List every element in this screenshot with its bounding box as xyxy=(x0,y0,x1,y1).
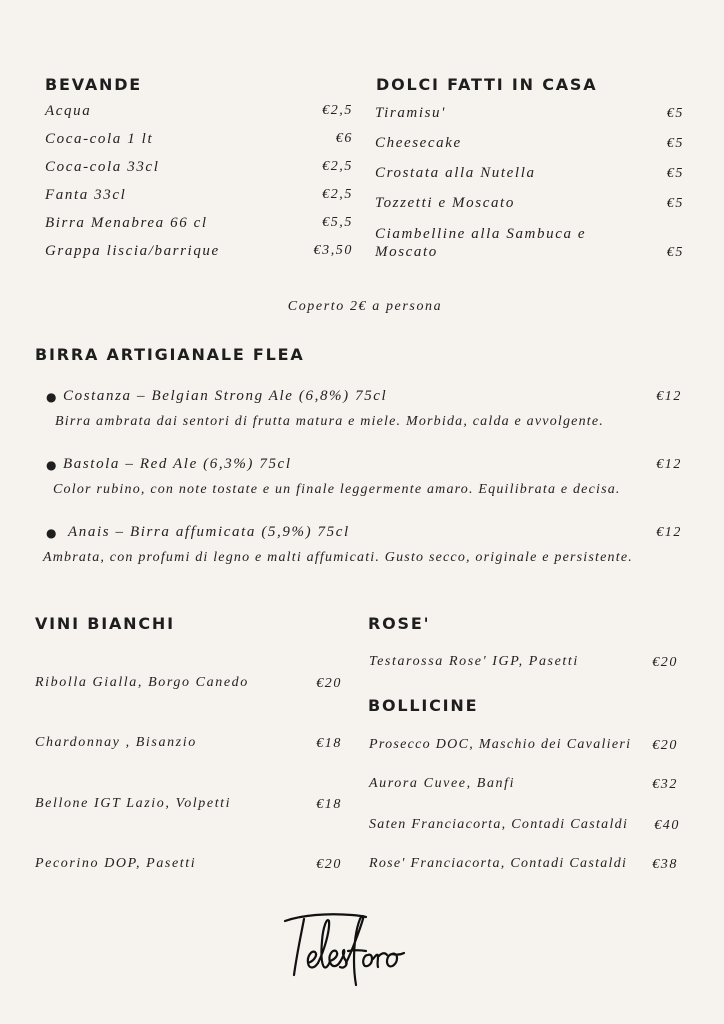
beer-description: Color rubino, con note tostate e un finale leggermente amaro. Equilibrata e decisa. xyxy=(53,482,621,497)
menu-item-name: Cheesecake xyxy=(375,135,462,151)
wine-name: Testarossa Rose' IGP, Pasetti xyxy=(369,654,579,669)
beer-description: Birra ambrata dai sentori di frutta matura e miele. Morbida, calda e avvolgente. xyxy=(55,414,605,429)
menu-item-price: €2,5 xyxy=(322,103,353,118)
rose-title: ROSE' xyxy=(368,614,431,633)
wine-price: €18 xyxy=(316,797,342,812)
bevande-title: BEVANDE xyxy=(45,75,143,94)
beer-name: Anais – Birra affumicata (5,9%) 75cl xyxy=(68,524,350,540)
menu-item-name: Crostata alla Nutella xyxy=(375,165,536,181)
menu-item-name: Acqua xyxy=(45,103,92,119)
menu-item-price: €5 xyxy=(666,196,684,211)
menu-item-price: €2,5 xyxy=(322,187,353,202)
bollicine-title: BOLLICINE xyxy=(368,696,479,715)
menu-item-name: Birra Menabrea 66 cl xyxy=(45,215,208,231)
vini-bianchi-title: VINI BIANCHI xyxy=(35,614,175,633)
dolci-title: DOLCI FATTI IN CASA xyxy=(376,75,598,94)
menu-item-name: Grappa liscia/barrique xyxy=(45,243,220,259)
wine-price: €20 xyxy=(316,857,342,872)
wine-name: Chardonnay , Bisanzio xyxy=(35,735,197,750)
menu-item-name: Fanta 33cl xyxy=(45,187,127,203)
wine-name: Pecorino DOP, Pasetti xyxy=(35,856,197,871)
wine-price: €38 xyxy=(652,857,678,872)
wine-price: €40 xyxy=(654,818,680,833)
wine-price: €18 xyxy=(316,736,342,751)
beer-price: €12 xyxy=(656,389,682,404)
wine-price: €20 xyxy=(316,676,342,691)
wine-name: Saten Franciacorta, Contadi Castaldi xyxy=(369,817,629,832)
wine-name: Prosecco DOC, Maschio dei Cavalieri xyxy=(369,737,632,752)
birra-title: BIRRA ARTIGIANALE FLEA xyxy=(35,345,305,364)
menu-item-price: €6 xyxy=(335,131,353,146)
menu-item-price: €5,5 xyxy=(322,215,353,230)
beer-name: Bastola – Red Ale (6,3%) 75cl xyxy=(63,456,292,472)
wine-name: Rose' Franciacorta, Contadi Castaldi xyxy=(369,856,628,871)
wine-price: €32 xyxy=(652,777,678,792)
menu-item-name: Ciambelline alla Sambuca e xyxy=(375,226,587,242)
menu-item-name: Tiramisu' xyxy=(375,105,446,121)
menu-item-name: Coca-cola 33cl xyxy=(45,159,160,175)
beer-name: Costanza – Belgian Strong Ale (6,8%) 75cl xyxy=(63,388,388,404)
menu-item-price: €2,5 xyxy=(322,159,353,174)
beer-description: Ambrata, con profumi di legno e malti affumicati. Gusto secco, originale e persistente. xyxy=(43,550,633,565)
menu-item-price: €5 xyxy=(666,136,684,151)
wine-price: €20 xyxy=(652,655,678,670)
menu-item-name: Tozzetti e Moscato xyxy=(375,195,515,211)
menu-item-price: €5 xyxy=(666,166,684,181)
menu-item-price: €5 xyxy=(666,106,684,121)
menu-item-price: €5 xyxy=(666,245,684,260)
bullet-icon: ● xyxy=(46,458,57,472)
menu-item-price: €3,50 xyxy=(313,243,353,258)
beer-price: €12 xyxy=(656,457,682,472)
telesforo-signature-logo xyxy=(282,905,452,987)
menu-item-name: Coca-cola 1 lt xyxy=(45,131,154,147)
beer-price: €12 xyxy=(656,525,682,540)
wine-price: €20 xyxy=(652,738,678,753)
bullet-icon: ● xyxy=(46,390,57,404)
bullet-icon: ● xyxy=(46,526,57,540)
wine-name: Ribolla Gialla, Borgo Canedo xyxy=(35,675,249,690)
coperto-note: Coperto 2€ a persona xyxy=(287,299,443,314)
wine-name: Bellone IGT Lazio, Volpetti xyxy=(35,796,232,811)
menu-item-name-cont: Moscato xyxy=(375,244,438,260)
wine-name: Aurora Cuvee, Banfi xyxy=(369,776,516,791)
